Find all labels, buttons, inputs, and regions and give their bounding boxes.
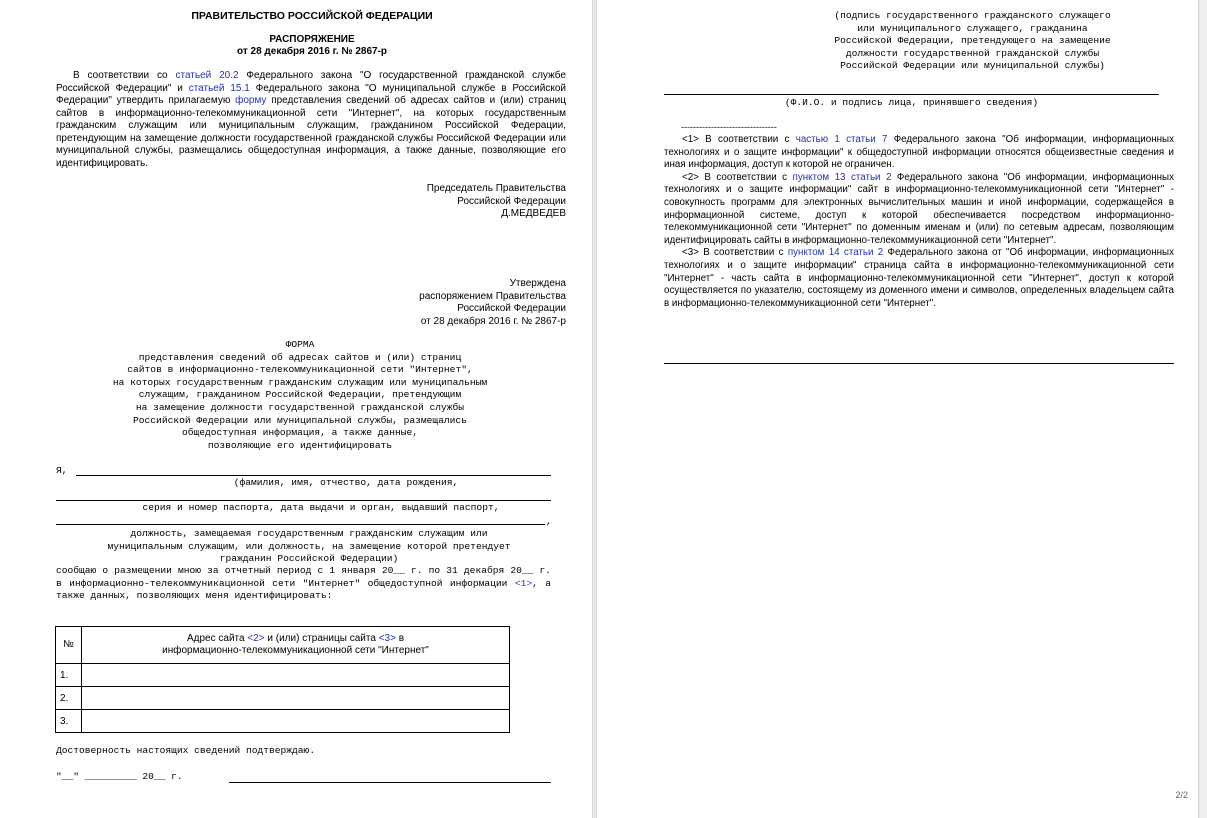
form-title-line: ФОРМА: [285, 339, 315, 350]
signature-caption-line: Российской Федерации или муниципальной службы): [840, 60, 1105, 72]
signature-block: [300, 183, 566, 221]
footnote-1: [664, 134, 1174, 172]
footnote-2-ref[interactable]: <2>: [247, 633, 265, 644]
signature-caption-line: Российской Федерации, претендующего на замещение: [834, 35, 1111, 47]
receiver-input-line[interactable]: [664, 94, 1159, 95]
link-form[interactable]: форму: [235, 95, 267, 106]
form-title-line: служащим, гражданином Российской Федерации, претендующим: [138, 389, 462, 401]
row-number: 3.: [56, 710, 82, 733]
footnote-text: <2> В соответствии с: [682, 171, 793, 183]
report-text-1: сообщаю о размещении мною за отчетный период с 1 января 20__ г. по 31 декабря 20__ г. в информационно-телекоммуникационной сети "Интернет" общедоступной информации: [56, 565, 551, 589]
intro-text-1: В соответствии со: [73, 70, 176, 81]
signature-caption-line: (подпись государственного гражданского служащего: [834, 10, 1111, 21]
form-title-line: сайтов в информационно-телекоммуникационной сети "Интернет",: [127, 364, 473, 376]
form-title: [0, 339, 600, 452]
footnote-3-ref[interactable]: <3>: [378, 633, 396, 644]
signature-line: Российской Федерации: [457, 195, 566, 207]
form-title-line: позволяющие его идентифицировать: [207, 439, 393, 451]
signature-caption-line: или муниципального служащего, гражданина: [857, 22, 1088, 34]
position-caption: [56, 528, 562, 566]
signature-line: Д.МЕДВЕДЕВ: [501, 208, 566, 219]
table-header-row: [56, 627, 510, 664]
form-title-line: представления сведений об адресах сайтов и (или) страниц: [138, 351, 462, 363]
signature-input-line[interactable]: [229, 782, 551, 783]
position-caption-line: муниципальным служащим, или должность, на замещение которой претендует: [107, 540, 511, 552]
form-title-line: на которых государственным гражданским служащим или муниципальным: [112, 376, 488, 388]
approval-line: Российской Федерации: [457, 303, 566, 314]
header-number: №: [56, 627, 82, 664]
table-row: [56, 710, 510, 733]
header-address: [82, 627, 510, 664]
signature-caption: [772, 10, 1173, 73]
header-text: в: [395, 633, 405, 644]
report-paragraph: [56, 565, 551, 603]
comma: ,: [546, 516, 552, 527]
fio-caption: (фамилия, имя, отчество, дата рождения,: [233, 477, 459, 488]
row-address-cell[interactable]: [82, 710, 510, 733]
approval-line: распоряжением Правительства: [419, 290, 566, 302]
form-title-line: общедоступная информация, а также данные,: [181, 427, 419, 439]
approval-line: от 28 декабря 2016 г. № 2867-р: [420, 315, 566, 327]
document-page-2: [597, 0, 1198, 818]
approval-block: [300, 278, 566, 328]
header-text: информационно-телекоммуникационной сети "Интернет": [162, 645, 429, 656]
link-article-20-2[interactable]: статьей 20.2: [175, 70, 239, 81]
footnote-1-ref[interactable]: <1>: [514, 577, 533, 589]
footnote-3: [664, 247, 1174, 310]
header-text: Адрес сайта: [186, 633, 248, 644]
footnote-separator: --------------------------------: [681, 122, 777, 132]
row-address-cell[interactable]: [82, 687, 510, 710]
page-indicator: 2/2: [1175, 790, 1188, 800]
footnote-text: Федерального закона от "Об информации, информационных технологиях и о защите информации" страница сайта в информационно-телекоммуникационной сети "Интернет" - часть сайта в информационно-телекоммуникационной сети "Интернет", доступ к которой осуществляется по указателю, состоящему из доменного имени и символов, определенных владельцем сайта в информационно-телекоммуникационной сети "Интернет".: [664, 247, 1174, 309]
document-date: от 28 декабря 2016 г. № 2867-р: [236, 46, 388, 57]
passport-caption: серия и номер паспорта, дата выдачи и орган, выдавший паспорт,: [142, 502, 500, 513]
table-row: [56, 687, 510, 710]
approval-line: Утверждена: [509, 278, 566, 289]
report-text-2: , а также данных, позволяющих меня идентифицировать:: [56, 577, 551, 602]
document-page-1: [0, 0, 592, 818]
fio-input-line[interactable]: [76, 475, 551, 476]
end-rule: [664, 363, 1174, 364]
confirm-text: Достоверность настоящих сведений подтверждаю.: [56, 745, 316, 756]
signature-line: Председатель Правительства: [426, 183, 566, 194]
link-item-14-article-2[interactable]: пунктом 14 статьи 2: [787, 247, 884, 259]
intro-paragraph: [56, 70, 566, 170]
intro-text-3: Федерального закона "О муниципальной службе в Российской Федерации" утвердить прилагаемую: [56, 82, 566, 106]
header-text: и (или) страницы сайта: [264, 633, 379, 644]
link-part-1-article-7[interactable]: частью 1 статьи 7: [795, 134, 888, 145]
passport-input-line[interactable]: [56, 500, 551, 501]
document-type: РАСПОРЯЖЕНИЕ: [269, 34, 355, 45]
row-address-cell[interactable]: [82, 664, 510, 687]
footnote-text: <3> В соответствии с: [682, 247, 788, 259]
row-number: 2.: [56, 687, 82, 710]
position-input-line[interactable]: [56, 524, 545, 525]
intro-text-2: Федерального закона "О государственной гражданской службе Российской Федерации" и: [56, 70, 566, 94]
form-title-line: Российской Федерации или муниципальной службы, размещались: [133, 414, 467, 426]
form-title-line: на замещение должности государственной гражданской службы: [135, 401, 465, 413]
table-row: [56, 664, 510, 687]
vertical-scrollbar[interactable]: [1200, 0, 1207, 818]
date-line: "__" _________ 20__ г.: [56, 771, 183, 782]
sites-table: [55, 626, 510, 733]
government-title: ПРАВИТЕЛЬСТВО РОССИЙСКОЙ ФЕДЕРАЦИИ: [191, 10, 433, 22]
link-item-13-article-2[interactable]: пунктом 13 статьи 2: [792, 171, 892, 183]
footnotes: [664, 134, 1174, 310]
position-caption-line: гражданин Российской Федерации): [219, 553, 399, 565]
signature-caption-line: должности государственной гражданской службы: [845, 47, 1100, 59]
row-number: 1.: [56, 664, 82, 687]
intro-text-4: представления сведений об адресах сайтов и (или) страниц сайтов в информационно-телекоммуникационной сети "Интернет", на которых государственным гражданским служащим или муниципальным служащим, гражданином Российской Федерации, претендующим на замещение должности государственной гражданской службы Российской Федерации или муниципальной службы, размещались общедоступная информация, а также данные, позволяющие его идентифицировать.: [56, 95, 566, 169]
footnote-text: <1> В соответствии с: [682, 134, 796, 145]
receiver-caption: (Ф.И.О. и подпись лица, принявшего сведения): [784, 97, 1039, 108]
footnote-2: [664, 172, 1174, 248]
link-article-15-1[interactable]: статьей 15.1: [188, 82, 250, 94]
footnote-text: Федерального закона "Об информации, информационных технологиях и о защите информации" сайт в информационно-телекоммуникационной сети "Интернет" - совокупность программ для электронных вычислительных машин и иной информации, содержащейся в информационной системе, доступ к которой обеспечивается посредством информационно-телекоммуникационной сети "Интернет" по доменным именам и (или) по сетевым адресам, позволяющим идентифицировать сайты в информационно-телекоммуникационной сети "Интернет".: [664, 171, 1174, 246]
i-label: Я,: [56, 465, 68, 476]
position-caption-line: должность, замещаемая государственным гражданским служащим или: [130, 528, 488, 539]
footnote-text: Федерального закона "Об информации, информационных технологиях и о защите информации" к общедоступной информации относятся общеизвестные сведения и иная информация, доступ к которой не ограничен.: [664, 134, 1174, 171]
